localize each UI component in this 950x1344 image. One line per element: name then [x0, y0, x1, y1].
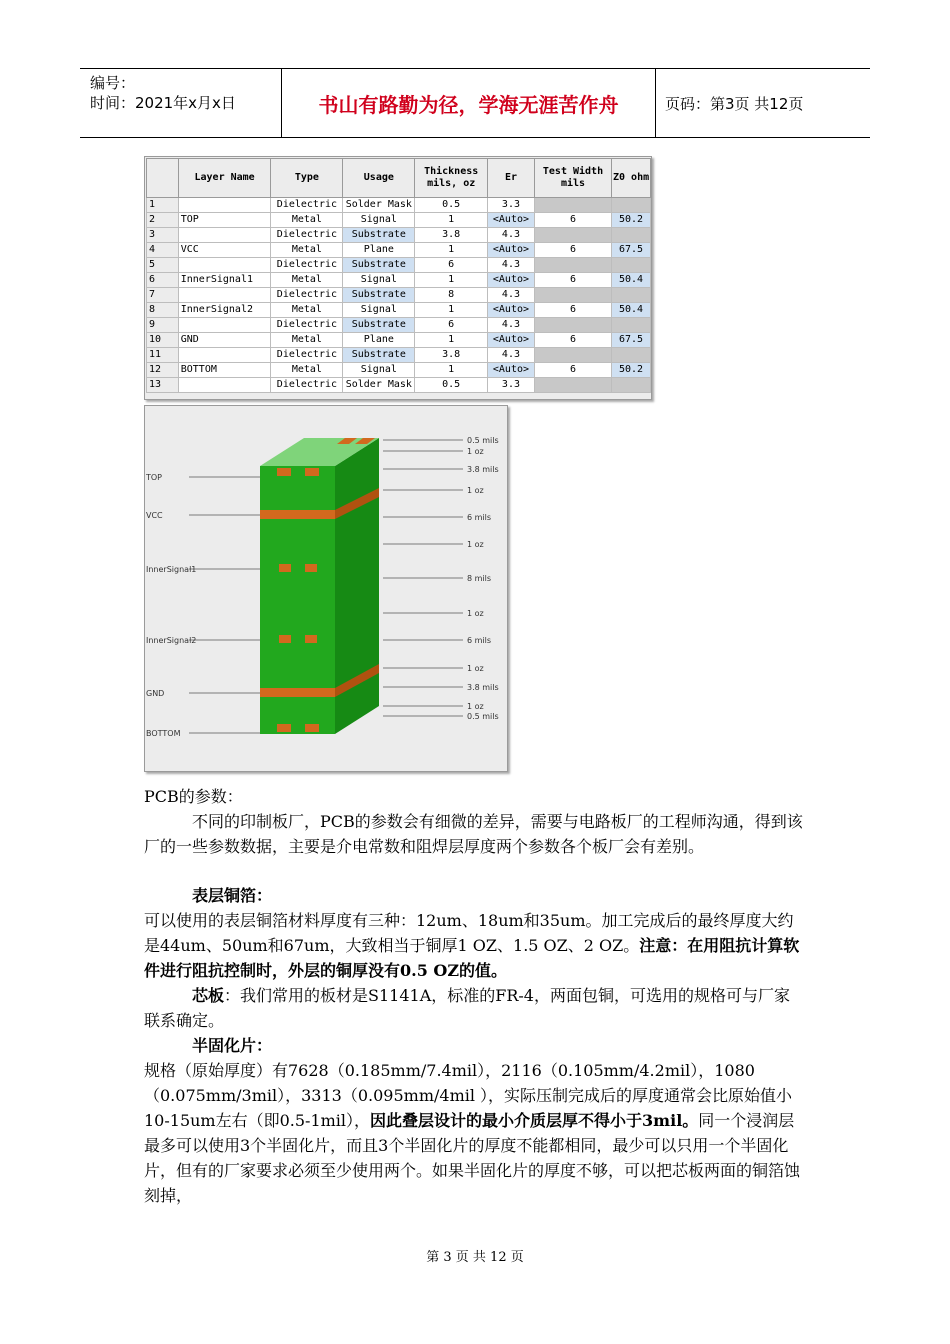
table-cell: Dielectric	[271, 228, 343, 243]
prepreg-text2: 同一个浸润层最多可以使用3个半固化片，而且3个半固化片的厚度不能都相同，最少可以只用一个半固化片，但有的厂家要求必须至少使用两个。如果半固化片的厚度不够，可以把芯板两面的铜箔蚀刻掉，	[144, 1111, 801, 1205]
table-cell: 50.2	[612, 213, 651, 228]
thickness-label: 3.8 mils	[467, 465, 499, 474]
table-cell: 3	[147, 228, 179, 243]
table-cell: InnerSignal2	[178, 303, 271, 318]
table-cell: 6	[415, 318, 488, 333]
pcb-params-title	[144, 784, 804, 809]
table-cell: 6	[534, 303, 611, 318]
table-row	[147, 243, 651, 258]
table-cell	[534, 348, 611, 363]
table-cell: Signal	[343, 303, 415, 318]
gnd-plane	[260, 688, 335, 697]
table-cell: 67.5	[612, 333, 651, 348]
table-cell: 5	[147, 258, 179, 273]
table-cell	[612, 228, 651, 243]
table-cell	[178, 198, 271, 213]
thickness-label: 1 oz	[467, 447, 484, 456]
table-cell: 11	[147, 348, 179, 363]
table-cell: 3.3	[488, 378, 535, 393]
table-cell	[534, 198, 611, 213]
column-header: Usage	[343, 159, 415, 198]
copper-paragraph	[144, 908, 804, 983]
inner-signal2-trace	[305, 635, 317, 643]
column-header: Test Width mils	[534, 159, 611, 198]
table-row	[147, 303, 651, 318]
table-row	[147, 363, 651, 378]
top-copper-trace	[277, 468, 291, 476]
table-cell	[178, 378, 271, 393]
header-motto: 书山有路勤为径，学海无涯苦作舟	[282, 69, 656, 137]
table-cell: 50.4	[612, 273, 651, 288]
table-cell: 4	[147, 243, 179, 258]
table-cell	[612, 288, 651, 303]
table-cell	[534, 378, 611, 393]
inner-signal1-trace	[305, 564, 317, 572]
thickness-label: 1 oz	[467, 609, 484, 618]
prepreg-title: 半固化片：	[192, 1036, 273, 1055]
table-cell	[534, 258, 611, 273]
table-cell: Solder Mask	[343, 198, 415, 213]
thickness-label: 6 mils	[467, 513, 492, 522]
header-meta	[80, 69, 282, 137]
table-cell: 0.5	[415, 378, 488, 393]
table-cell: Metal	[271, 213, 343, 228]
table-cell	[612, 348, 651, 363]
table-cell	[612, 378, 651, 393]
table-cell: <Auto>	[488, 273, 535, 288]
table-cell: 8	[415, 288, 488, 303]
table-cell: GND	[178, 333, 271, 348]
prepreg-text1: 规格（原始厚度）有7628（0.185mm/7.4mil），2116（0.105mm/4.2mil），1080（0.075mm/3mil），3313（0.095mm/4mil ），实际压制完成后的厚度通常会比原始值小10-15um左右（即0.5-1mil），	[144, 1061, 793, 1130]
stackup-table-panel	[144, 156, 652, 400]
layer-label: InnerSignal2	[146, 636, 197, 645]
top-copper-trace	[305, 468, 319, 476]
table-cell: Metal	[271, 333, 343, 348]
table-cell	[178, 228, 271, 243]
table-cell: 3.8	[415, 228, 488, 243]
table-cell: 1	[415, 213, 488, 228]
table-row	[147, 273, 651, 288]
table-cell: 8	[147, 303, 179, 318]
stackup-diagram	[144, 405, 508, 772]
table-cell: Metal	[271, 273, 343, 288]
table-cell	[534, 228, 611, 243]
table-cell: 67.5	[612, 243, 651, 258]
table-cell	[178, 258, 271, 273]
table-cell	[178, 348, 271, 363]
core-title: 芯板	[192, 986, 225, 1005]
table-cell: 3.3	[488, 198, 535, 213]
table-cell: 2	[147, 213, 179, 228]
page-header	[80, 68, 870, 138]
table-cell: 7	[147, 288, 179, 303]
table-cell: 4.3	[488, 258, 535, 273]
table-cell	[534, 288, 611, 303]
bottom-copper-trace	[305, 724, 319, 732]
table-cell: 1	[415, 333, 488, 348]
table-cell: <Auto>	[488, 213, 535, 228]
stackup-diagram-svg	[145, 406, 507, 771]
layer-label: BOTTOM	[146, 729, 181, 738]
table-cell: 1	[147, 198, 179, 213]
column-header: Er	[488, 159, 535, 198]
column-header	[147, 159, 179, 198]
table-cell	[178, 318, 271, 333]
table-cell: 1	[415, 303, 488, 318]
table-cell: 6	[534, 243, 611, 258]
inner-signal1-trace	[279, 564, 291, 572]
thickness-label: 0.5 mils	[467, 712, 499, 721]
table-cell: Dielectric	[271, 318, 343, 333]
column-header: Type	[271, 159, 343, 198]
table-cell	[612, 258, 651, 273]
table-cell: 1	[415, 243, 488, 258]
table-cell: 6	[534, 333, 611, 348]
layer-label: GND	[146, 689, 165, 698]
table-cell: Substrate	[343, 348, 415, 363]
thickness-label: 1 oz	[467, 486, 484, 495]
number-label: 编号：	[90, 74, 136, 92]
table-cell: <Auto>	[488, 333, 535, 348]
table-cell	[178, 288, 271, 303]
table-cell: Signal	[343, 213, 415, 228]
table-cell: 4.3	[488, 288, 535, 303]
stackup-table	[146, 158, 651, 393]
vcc-plane	[260, 510, 335, 519]
table-cell: Signal	[343, 363, 415, 378]
table-cell: Substrate	[343, 258, 415, 273]
layer-label: VCC	[146, 511, 163, 520]
thickness-label: 1 oz	[467, 664, 484, 673]
table-cell: Dielectric	[271, 198, 343, 213]
table-cell: Metal	[271, 303, 343, 318]
copper-text: 可以使用的表层铜箔材料厚度有三种：12um、18um和35um。加工完成后的最终厚度大约是44um、50um和67um，大致相当于铜厚1 OZ、1.5 OZ、2 OZ。	[144, 911, 794, 955]
table-cell: 6	[534, 273, 611, 288]
table-cell	[534, 318, 611, 333]
stackup-table-body	[147, 198, 651, 393]
table-cell: Substrate	[343, 288, 415, 303]
table-cell: 6	[147, 273, 179, 288]
table-cell: <Auto>	[488, 243, 535, 258]
table-cell: 6	[415, 258, 488, 273]
column-header: Thickness mils, oz	[415, 159, 488, 198]
time-label: 时间：2021年x月x日	[90, 94, 236, 112]
thickness-label: 0.5 mils	[467, 436, 499, 445]
table-row	[147, 378, 651, 393]
table-row	[147, 228, 651, 243]
section-heading: PCB的参数：	[144, 787, 243, 806]
column-header: Z0 ohm	[612, 159, 651, 198]
table-cell: 0.5	[415, 198, 488, 213]
table-cell: 4.3	[488, 348, 535, 363]
table-cell: Dielectric	[271, 288, 343, 303]
table-cell: TOP	[178, 213, 271, 228]
prepreg-paragraph	[144, 1058, 804, 1208]
layer-label: TOP	[146, 473, 163, 482]
table-cell: 13	[147, 378, 179, 393]
table-cell: 1	[415, 363, 488, 378]
table-cell: Solder Mask	[343, 378, 415, 393]
copper-note: 注意：在用阻抗计算软件进行阻抗控制时，外层的铜厚没有0.5 OZ的值。	[144, 936, 800, 980]
table-cell: 9	[147, 318, 179, 333]
table-cell: <Auto>	[488, 363, 535, 378]
table-row	[147, 288, 651, 303]
thickness-label: 1 oz	[467, 540, 484, 549]
table-cell: Substrate	[343, 318, 415, 333]
thickness-label: 3.8 mils	[467, 683, 499, 692]
inner-signal2-trace	[279, 635, 291, 643]
table-header-row	[147, 159, 651, 198]
page-footer: 第 3 页 共 12 页	[426, 1250, 524, 1265]
table-cell: 4.3	[488, 318, 535, 333]
table-cell: 50.4	[612, 303, 651, 318]
table-cell: Metal	[271, 363, 343, 378]
column-header: Layer Name	[178, 159, 271, 198]
table-cell: Substrate	[343, 228, 415, 243]
table-cell: BOTTOM	[178, 363, 271, 378]
table-cell: Dielectric	[271, 258, 343, 273]
table-cell: <Auto>	[488, 303, 535, 318]
table-cell: VCC	[178, 243, 271, 258]
table-cell: Dielectric	[271, 378, 343, 393]
table-row	[147, 333, 651, 348]
table-cell: Dielectric	[271, 348, 343, 363]
table-cell: 1	[415, 273, 488, 288]
table-row	[147, 258, 651, 273]
table-cell: InnerSignal1	[178, 273, 271, 288]
table-row	[147, 318, 651, 333]
prepreg-bold: 因此叠层设计的最小介质层厚不得小于3mil。	[370, 1111, 699, 1130]
thickness-label: 8 mils	[467, 574, 492, 583]
table-row	[147, 348, 651, 363]
thickness-label: 6 mils	[467, 636, 492, 645]
table-cell: Plane	[343, 333, 415, 348]
core-paragraph	[144, 983, 804, 1033]
table-cell: 3.8	[415, 348, 488, 363]
table-cell: Signal	[343, 273, 415, 288]
table-cell: Metal	[271, 243, 343, 258]
table-cell: 4.3	[488, 228, 535, 243]
pcb-params-paragraph: 不同的印制板厂，PCB的参数会有细微的差异，需要与电路板厂的工程师沟通，得到该厂的一些参数数据，主要是介电常数和阻焊层厚度两个参数各个板厂会有差别。	[144, 812, 803, 856]
table-cell: Plane	[343, 243, 415, 258]
bottom-copper-trace	[277, 724, 291, 732]
table-cell	[612, 198, 651, 213]
header-page-number: 页码：第3页 共12页	[665, 94, 804, 113]
copper-title: 表层铜箔：	[192, 886, 273, 905]
layer-label: InnerSignal1	[146, 565, 197, 574]
thickness-label: 1 oz	[467, 702, 484, 711]
table-cell	[612, 318, 651, 333]
table-row	[147, 198, 651, 213]
table-cell: 12	[147, 363, 179, 378]
table-cell: 6	[534, 363, 611, 378]
table-cell: 50.2	[612, 363, 651, 378]
table-cell: 6	[534, 213, 611, 228]
table-cell: 10	[147, 333, 179, 348]
core-text: ：我们常用的板材是S1141A，标准的FR-4，两面包铜，可选用的规格可与厂家联系确定。	[144, 986, 790, 1030]
table-row	[147, 213, 651, 228]
